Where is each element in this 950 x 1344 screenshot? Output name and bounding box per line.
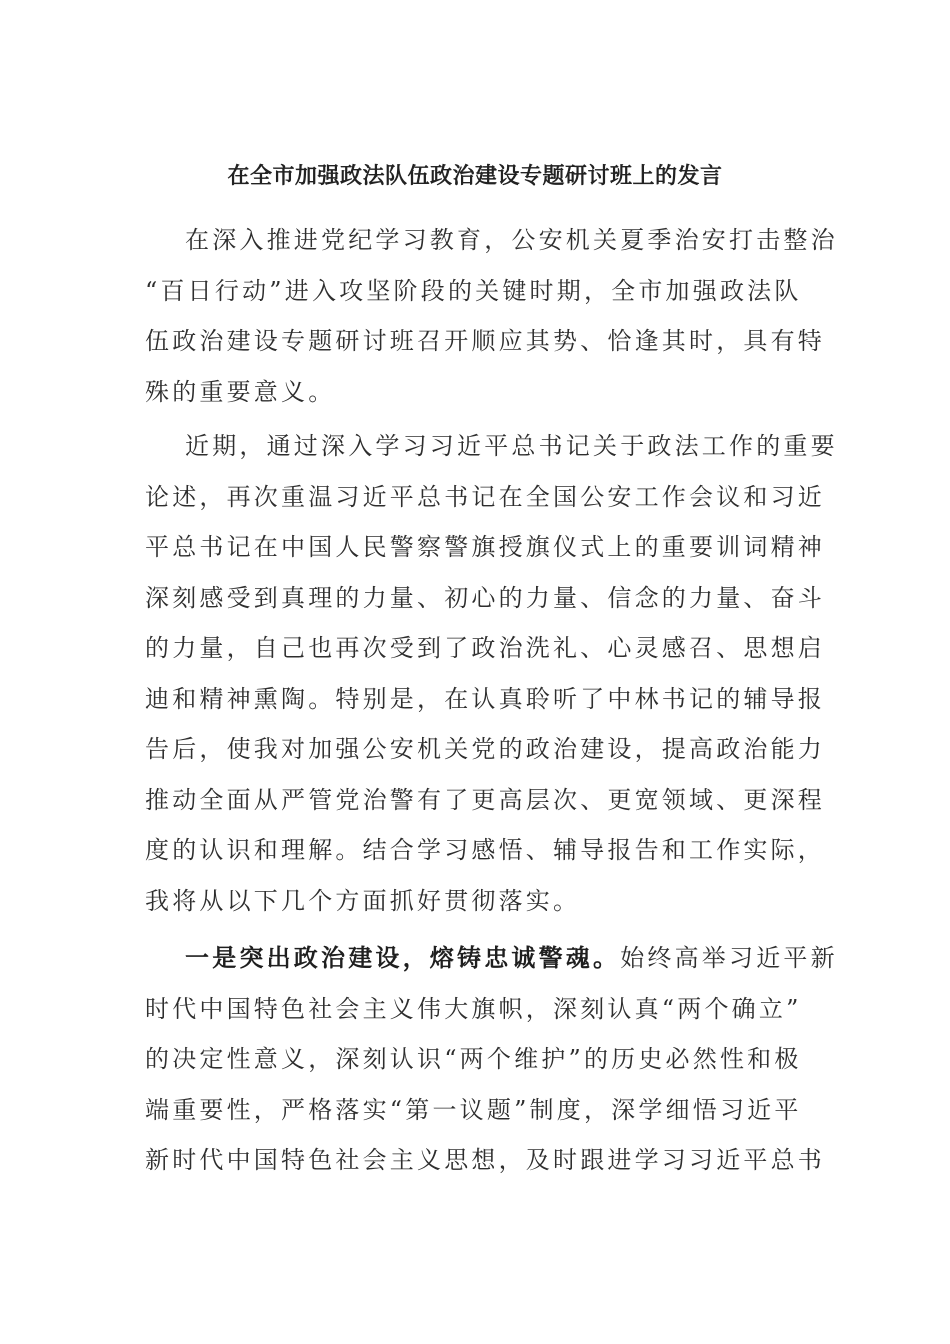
text-line: 殊的重要意义。 (145, 377, 336, 406)
text-line: 时代中国特色社会主义伟大旗帜，深刻认真“两个确立” (145, 994, 802, 1023)
document-title: 在全市加强政法队伍政治建设专题研讨班上的发言 (227, 163, 723, 189)
paragraph-point-one (145, 933, 838, 1186)
point-heading: 一是突出政治建设，熔铸忠诚警魂。 (185, 943, 621, 972)
text-line: 的力量，自己也再次受到了政治洗礼、心灵感召、思想启 (145, 634, 825, 662)
text-line: 论述，再次重温习近平总书记在全国公安工作会议和习近 (145, 482, 825, 511)
text-line: 的决定性意义，深刻认识“两个维护”的历史必然性和极 (145, 1045, 802, 1073)
text-line: “百日行动”进入攻坚阶段的关键时期，全市加强政法队 (145, 276, 802, 305)
point-text: 始终高举习近平新 (620, 944, 838, 972)
text-line: 新时代中国特色社会主义思想，及时跟进学习习近平总书 (145, 1146, 825, 1174)
text-line: 度的认识和理解。结合学习感悟、辅导报告和工作实际， (145, 836, 825, 864)
text-line: 深刻感受到真理的力量、初心的力量、信念的力量、奋斗 (145, 583, 825, 612)
text-line: 在深入推进党纪学习教育，公安机关夏季治安打击整治 (185, 226, 838, 254)
text-line (145, 933, 838, 984)
text-line: 推动全面从严管党治警有了更高层次、更宽领域、更深程 (145, 785, 825, 814)
text-line: 迪和精神熏陶。特别是，在认真聆听了中林书记的辅导报 (145, 684, 825, 713)
paragraph-intro (145, 215, 838, 417)
text-line: 平总书记在中国人民警察警旗授旗仪式上的重要训词精神 (145, 533, 825, 561)
text-line: 近期，通过深入学习习近平总书记关于政法工作的重要 (185, 432, 838, 460)
text-line: 我将从以下几个方面抓好贯彻落实。 (145, 886, 581, 915)
text-line: 伍政治建设专题研讨班召开顺应其势、恰逢其时，具有特 (145, 327, 825, 355)
text-line: 端重要性，严格落实“第一议题”制度，深学细悟习近平 (145, 1095, 802, 1124)
text-line: 告后，使我对加强公安机关党的政治建设，提高政治能力 (145, 735, 825, 763)
paragraph-study (145, 421, 838, 926)
